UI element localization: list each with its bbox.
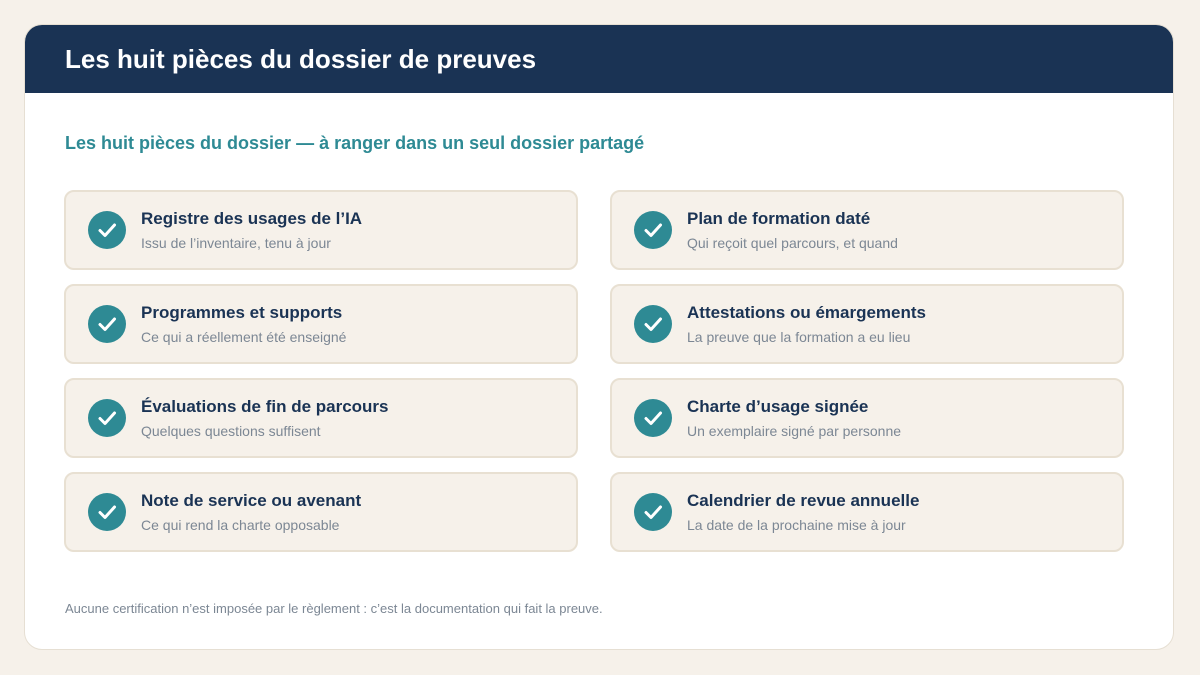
list-item (64, 378, 578, 458)
item-description: Qui reçoit quel parcours, et quand (687, 234, 898, 251)
list-item (64, 190, 578, 270)
list-item (610, 284, 1124, 364)
item-title: Évaluations de fin de parcours (141, 396, 389, 416)
check-circle-icon (88, 399, 126, 437)
page-title: Les huit pièces du dossier de preuves (65, 43, 537, 74)
item-description: Un exemplaire signé par personne (687, 422, 902, 439)
item-title: Registre des usages de l’IA (141, 208, 363, 228)
item-title: Attestations ou émargements (687, 302, 926, 322)
footnote: Aucune certification n’est imposée par le règlement : c’est la documentation qui fait la preuve. (65, 601, 603, 616)
item-description: Quelques questions suffisent (141, 422, 321, 439)
item-title: Charte d’usage signée (687, 396, 869, 416)
check-circle-icon (634, 305, 672, 343)
items-grid (64, 190, 1124, 552)
section-subtitle: Les huit pièces du dossier — à ranger dans un seul dossier partagé (65, 133, 645, 153)
item-description: Ce qui rend la charte opposable (141, 516, 340, 533)
check-circle-icon (634, 493, 672, 531)
list-item (610, 378, 1124, 458)
check-circle-icon (634, 211, 672, 249)
header-bar (25, 25, 1173, 93)
item-description: Issu de l’inventaire, tenu à jour (141, 234, 331, 251)
check-circle-icon (634, 399, 672, 437)
list-item (610, 472, 1124, 552)
list-item (610, 190, 1124, 270)
check-circle-icon (88, 493, 126, 531)
check-circle-icon (88, 211, 126, 249)
list-item (64, 472, 578, 552)
item-title: Calendrier de revue annuelle (687, 490, 920, 510)
item-description: La date de la prochaine mise à jour (687, 516, 906, 533)
item-description: La preuve que la formation a eu lieu (687, 328, 911, 345)
item-title: Plan de formation daté (687, 208, 871, 228)
item-title: Programmes et supports (141, 302, 343, 322)
check-circle-icon (88, 305, 126, 343)
item-description: Ce qui a réellement été enseigné (141, 328, 347, 345)
list-item (64, 284, 578, 364)
evidence-card (24, 24, 1174, 650)
item-title: Note de service ou avenant (141, 490, 362, 510)
